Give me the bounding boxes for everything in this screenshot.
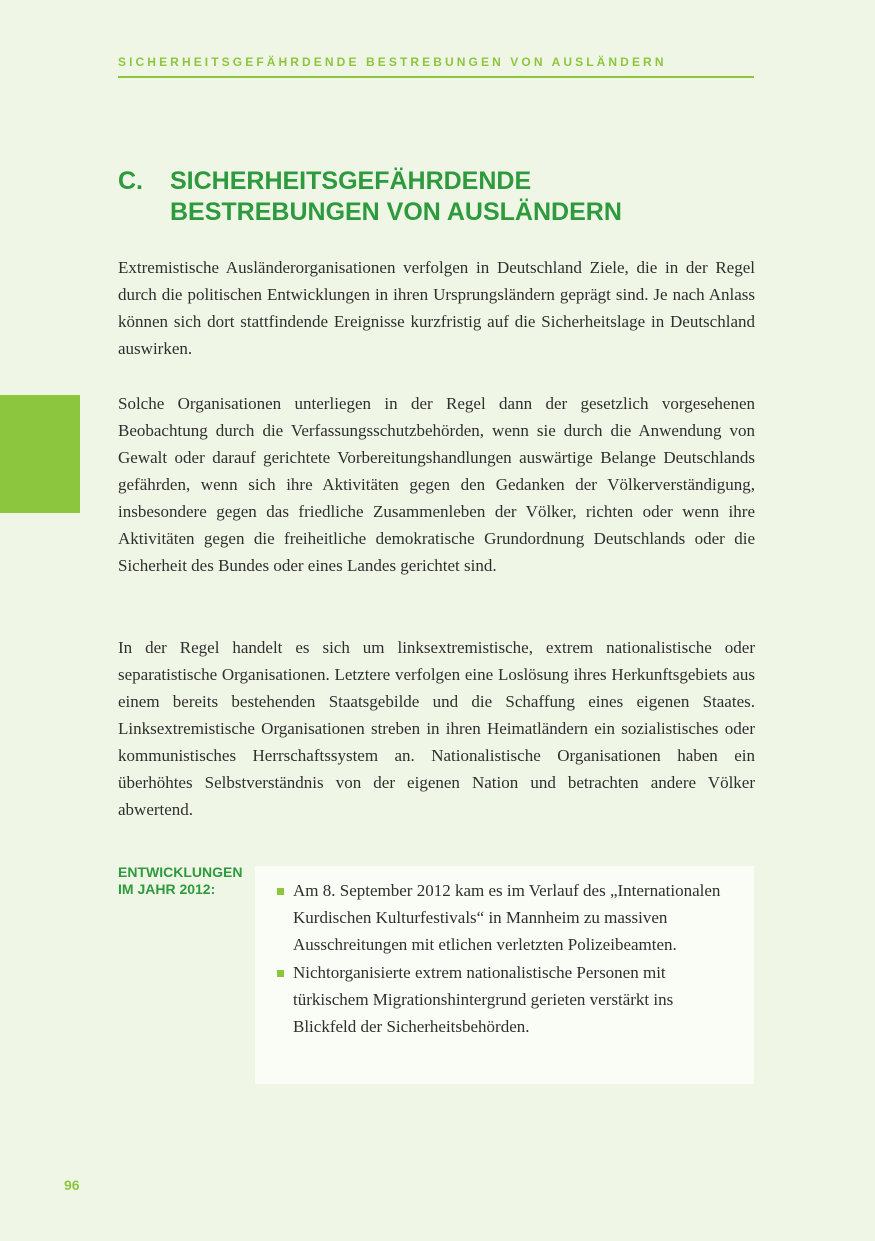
list-item <box>277 959 739 1040</box>
square-bullet-icon <box>277 888 284 895</box>
list-item-text: Am 8. September 2012 kam es im Verlauf des „Internationalen Kurdischen Kulturfestivals“ in Mannheim zu massiven Ausschreitungen mit etlichen verletzten Polizeibeamten. <box>293 881 721 954</box>
developments-box <box>255 866 754 1084</box>
body-paragraph: Extremistische Ausländerorganisationen verfolgen in Deutschland Ziele, die in der Regel durch die politischen Entwicklungen in ihren Ursprungsländern geprägt sind. Je nach Anlass können sich dort stattfindende Ereignisse kurzfristig auf die Sicherheitslage in Deutschland auswirken. <box>118 258 755 358</box>
body-paragraph: Solche Organisationen unterliegen in der Regel dann der gesetzlich vorgesehenen Beobachtung durch die Verfassungsschutzbehörden, wenn sie durch die Anwendung von Gewalt oder darauf gerichtete Vorbereitungshandlungen auswärtige Belange Deutschlands gefährden, wenn sich ihre Aktivitäten gegen den Gedanken der Völkerverständigung, insbesondere gegen das friedliche Zusammenleben der Völker, richten oder wenn ihre Aktivitäten gegen die freiheitliche demokratische Grundordnung Deutschlands oder die Sicherheit des Bundes oder eines Landes gerichtet sind. <box>118 394 755 575</box>
header-rule <box>118 76 754 78</box>
chapter-title <box>118 166 622 228</box>
chapter-title-line-1: SICHERHEITSGEFÄHRDENDE <box>170 167 532 195</box>
chapter-number: C. <box>118 167 143 195</box>
body-paragraph: In der Regel handelt es sich um linksextremistische, extrem nationalistische oder separatistische Organisationen. Letztere verfolgen eine Loslösung ihres Herkunftsgebiets aus einem bereits bestehenden Staatsgebilde und die Schaffung eines eigenen Staates. Linksextremistische Organisationen streben in ihren Heimatländern ein sozialistisches oder kommunistisches Herrschaftssystem an. Nationalistische Organisationen haben ein überhöhtes Selbstverständnis von der eigenen Nation und betrachten andere Völker abwertend. <box>118 638 755 819</box>
list-item-text: Nichtorganisierte extrem nationalistische Personen mit türkischem Migrationshintergrund gerieten verstärkt ins Blickfeld der Sicherheitsbehörden. <box>293 963 674 1036</box>
page-number: 96 <box>64 1177 80 1193</box>
developments-label: ENTWICKLUNGEN IM JAHR 2012: <box>118 864 243 897</box>
chapter-side-tab <box>0 395 80 513</box>
developments-list <box>277 877 739 1041</box>
list-item <box>277 877 739 958</box>
chapter-title-line-2: BESTREBUNGEN VON AUSLÄNDERN <box>170 198 622 226</box>
running-header: SICHERHEITSGEFÄHRDENDE BESTREBUNGEN VON AUSLÄNDERN <box>118 55 667 69</box>
square-bullet-icon <box>277 970 284 977</box>
